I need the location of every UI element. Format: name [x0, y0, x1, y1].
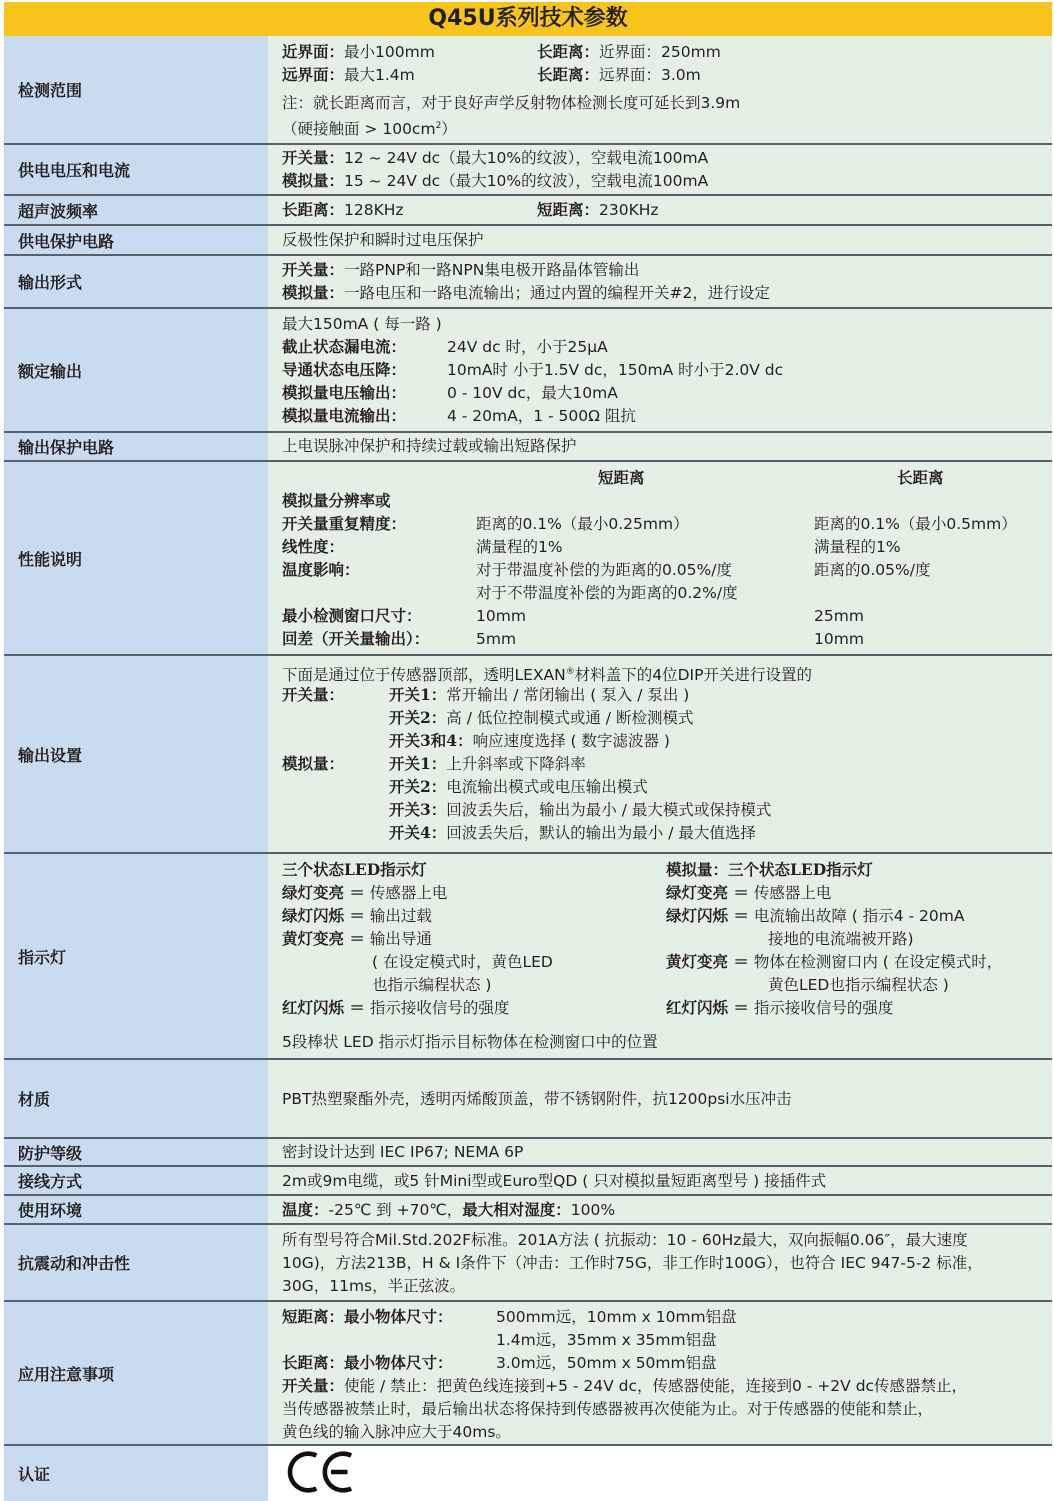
row-content: 反极性保护和瞬时过电压保护 [268, 226, 1052, 254]
row-content: 开关量：一路PNP和一路NPN集电极开路晶体管输出 模拟量：一路电压和一路电流输出；通过内置的编程开关#2，进行设定 [268, 256, 1052, 307]
bar-led-note: 5段棒状 LED 指示灯指示目标物体在检测窗口中的位置 [282, 1033, 658, 1051]
long-value: 近界面：250mm [599, 43, 721, 61]
row-label: 供电保护电路 [4, 226, 268, 254]
row-content: 下面是通过位于传感器顶部，透明LEXAN®材料盖下的4位DIP开关进行设置的 开关量： 开关1：常开输出 / 常闭输出 ( 泵入 / 泵出 ) 开关2：高 / 低位控制模式或通 / 断检测模式 开关3和4：响应速度选择 ( 数字滤波器 ) 模拟量： 开关1：上升斜率或下降斜率 开关2：电流输出模式或电压输出模式 开关3：回波丢失后，输出为最小 / 最大模式或保持模式 开关4：回波丢失后，默认的输出为最小 / 最大值选择 [268, 656, 1052, 852]
row-supply-protection [4, 226, 1052, 256]
row-label: 材质 [4, 1060, 268, 1137]
col-long: 长距离 [897, 468, 944, 487]
page-title: Q45U系列技术参数 [4, 2, 1052, 36]
row-label: 供电电压和电流 [4, 145, 268, 194]
row-label: 抗震动和冲击性 [4, 1225, 268, 1300]
row-output-protection [4, 433, 1052, 462]
row-material [4, 1060, 1052, 1139]
row-content: 长距离：128KHz 短距离：230KHz [268, 196, 1052, 224]
row-label: 超声波频率 [4, 196, 268, 224]
row-content: 短距离：最小物体尺寸： 500mm远，10mm x 10mm铝盘 1.4m远，35mm x 35mm铝盘 长距离：最小物体尺寸： 3.0m远，50mm x 50mm铝盘 开关量：使能 / 禁止：把黄色线连接到+5 - 24V dc，传感器使能，连接到0 - +2V dc传感器禁止， 当传感器被禁止时，最后输出状态将保持到传感器被再次使能为止。对于传感器的使能和禁止， 黄色线的输入脉冲应大于40ms。 [268, 1302, 1052, 1444]
row-shock [4, 1225, 1052, 1302]
row-wiring [4, 1167, 1052, 1196]
row-label: 额定输出 [4, 309, 268, 431]
note-line: 注：就长距离而言，对于良好声学反射物体检测长度可延长到3.9m [282, 94, 741, 112]
row-label: 接线方式 [4, 1167, 268, 1194]
col-short: 短距离 [598, 468, 645, 487]
row-content: 开关量：12 ~ 24V dc（最大10%的纹波），空载电流100mA 模拟量：15 ~ 24V dc（最大10%的纹波），空载电流100mA [268, 145, 1052, 194]
row-label: 使用环境 [4, 1196, 268, 1223]
row-output-form [4, 256, 1052, 309]
row-label: 应用注意事项 [4, 1302, 268, 1444]
row-environment [4, 1196, 1052, 1225]
row-content [268, 36, 1052, 143]
ce-mark-icon [282, 1450, 358, 1494]
row-content: 三个状态LED指示灯 绿灯变亮 ＝ 传感器上电 绿灯闪烁 ＝ 输出过载 黄灯变亮 ＝ 输出导通 ( 在设定模式时，黄色LED 也指示编程状态 ) 红灯闪烁 ＝ 指示接收信号的强度 模拟量：三个状态LED指示灯 绿灯变亮 ＝ 传感器上电 绿灯闪烁 ＝ 电流输出故障 ( 指示4 - 20mA 接地的电流端被开路) 黄灯变亮 ＝ 物体在检测窗口内 ( 在设定模式时， 黄色LED也指示编程状态 ) 红灯闪烁 ＝ 指示接收信号的强度 5段棒状 LED 指示灯指示目标物体在检测窗口中的位置 [268, 854, 1052, 1058]
near-value: 最小100mm [344, 43, 435, 61]
row-certification [4, 1446, 1052, 1501]
row-content: 短距离 长距离 模拟量分辨率或 开关量重复精度： 距离的0.1%（最小0.25mm） 距离的0.1%（最小0.5mm） 线性度： 满量程的1% 满量程的1% 温度影响： 对于带温度补偿的为距离的0.05%/度 距离的0.05%/度 对于不带温度补偿的为距离的0.2%/度 最小检测窗口尺寸： 10mm 25mm 回差（开关量输出）： 5mm 10mm [268, 462, 1052, 654]
long-label: 长距离： [537, 42, 600, 61]
row-protection-rating [4, 1139, 1052, 1167]
row-content: 上电误脉冲保护和持续过载或输出短路保护 [268, 433, 1052, 460]
row-label: 检测范围 [4, 36, 268, 143]
row-label: 认证 [4, 1446, 268, 1501]
note-line: （硬接触面 > $100cm^2$） [282, 120, 457, 139]
row-content: 密封设计达到 IEC IP67; NEMA 6P [268, 1139, 1052, 1165]
row-label: 性能说明 [4, 462, 268, 654]
ce-mark-c [290, 1454, 316, 1491]
row-detection-range [4, 36, 1052, 145]
row-label: 输出设置 [4, 656, 268, 852]
far-value: 最大1.4m [344, 66, 415, 84]
long-label: 长距离： [537, 65, 600, 84]
row-indicators [4, 854, 1052, 1060]
row-frequency [4, 196, 1052, 226]
row-label: 输出保护电路 [4, 433, 268, 460]
row-application-notes [4, 1302, 1052, 1446]
row-label: 防护等级 [4, 1139, 268, 1165]
row-content: 2m或9m电缆，或5 针Mini型或Euro型QD ( 只对模拟量短距离型号 ) 接插件式 [268, 1167, 1052, 1194]
near-label: 近界面： [282, 42, 345, 61]
row-output-settings [4, 656, 1052, 854]
row-rated-output [4, 309, 1052, 433]
long-value: 远界面：3.0m [599, 66, 701, 84]
far-label: 远界面： [282, 65, 345, 84]
row-content: 温度：-25℃ 到 +70℃，最大相对湿度：100% [268, 1196, 1052, 1223]
row-label: 指示灯 [4, 854, 268, 1058]
row-content [268, 1446, 1052, 1501]
row-content: 所有型号符合Mil.Std.202F标准。201A方法 ( 抗振动：10 - 60Hz最大，双向振幅0.06″，最大速度 10G)，方法213B，H & I条件下（冲击：工作时75G，非工作时100G），也符合 IEC 947-5-2 标准， 30G，11ms，半正弦波。 [268, 1225, 1052, 1300]
row-content: PBT热塑聚酯外壳，透明丙烯酸顶盖，带不锈钢附件，抗1200psi水压冲击 [268, 1060, 1052, 1137]
row-label: 输出形式 [4, 256, 268, 307]
row-supply [4, 145, 1052, 196]
row-content: 最大150mA ( 每一路 ) 截止状态漏电流： 24V dc 时，小于25μA 导通状态电压降： 10mA时 小于1.5V dc，150mA 时小于2.0V dc 模拟量电压输出： 0 - 10V dc，最大10mA 模拟量电流输出： 4 - 20mA，1 - 500Ω 阻抗 [268, 309, 1052, 431]
row-performance [4, 462, 1052, 656]
